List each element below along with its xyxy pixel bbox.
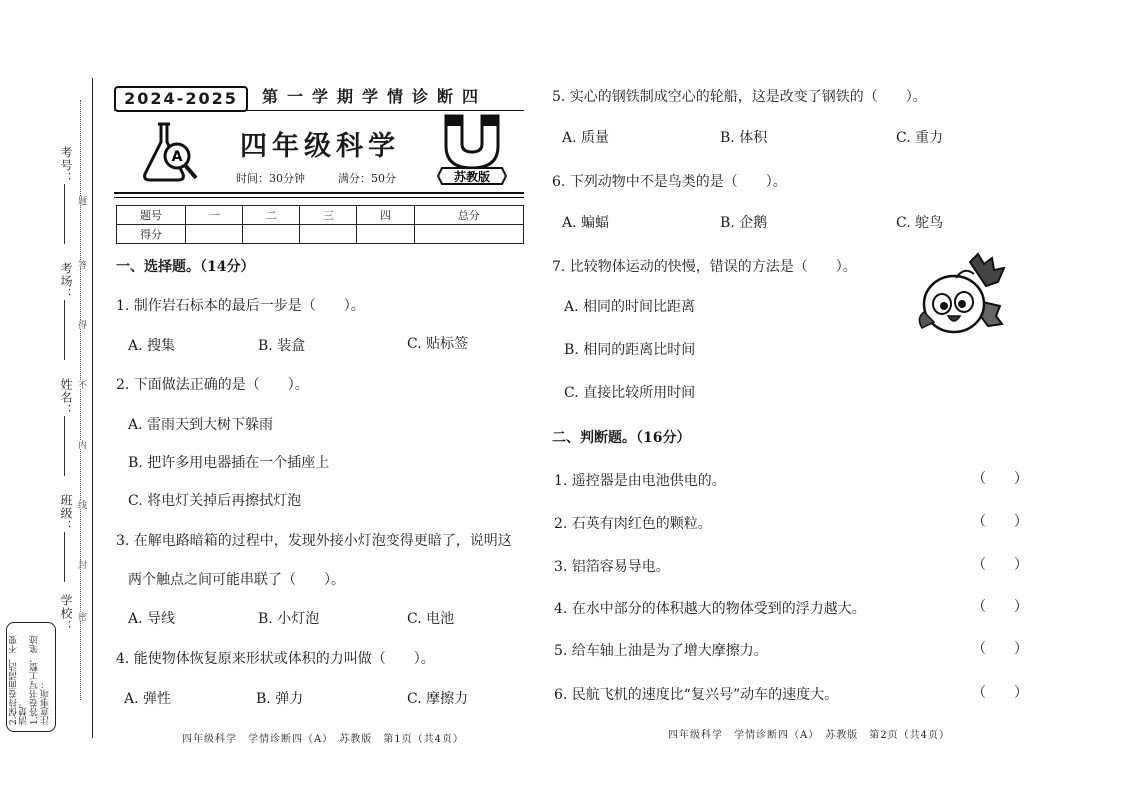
judge-item: 1. 遥控器是由电池供电的。: [554, 473, 726, 489]
room-label: 考场：: [59, 262, 73, 301]
class-blank[interactable]: [64, 532, 65, 582]
notes-box: [6, 622, 56, 732]
option-c[interactable]: C. 鸵鸟: [896, 215, 944, 231]
notes-line: 1.答卷书写工整、笔迹: [30, 635, 40, 725]
score-input-cell[interactable]: [300, 225, 357, 244]
score-cell: 二: [243, 206, 300, 225]
name-blank[interactable]: [64, 416, 65, 476]
judge-item: 4. 在水中部分的体积越大的物体受到的浮力越大。: [554, 601, 866, 617]
seal-word: 密: [76, 612, 86, 621]
option-c[interactable]: C. 重力: [896, 130, 944, 146]
term-title: 第一学期学情诊断四: [262, 87, 488, 106]
section1-title: 一、选择题。（14分）: [116, 259, 255, 275]
option-c[interactable]: C. 贴标签: [407, 336, 469, 352]
seal-word: 得: [76, 320, 86, 329]
seal-word: 题: [76, 196, 86, 205]
exam-no-label: 考号：: [59, 146, 73, 185]
judge-bracket[interactable]: （ ）: [972, 599, 1028, 615]
version-badge-text: 苏教版: [453, 170, 491, 184]
cartoon-bird-icon: [912, 252, 1008, 342]
score-cell: 三: [300, 206, 357, 225]
option-b[interactable]: B. 企鹅: [720, 215, 768, 231]
option-a[interactable]: A. 搜集: [128, 338, 176, 354]
notes-line: 2.保持卷面清洁，不要: [9, 635, 19, 725]
score-table-row: [117, 225, 524, 244]
header-rule: [114, 192, 524, 198]
option-c[interactable]: C. 将电灯关掉后再擦拭灯泡: [128, 493, 302, 509]
notes-line: 清楚。: [19, 698, 29, 725]
option-b[interactable]: B. 弹力: [256, 691, 304, 707]
judge-bracket[interactable]: （ ）: [972, 514, 1028, 530]
judge-bracket[interactable]: （ ）: [972, 557, 1028, 573]
score-input-cell[interactable]: [186, 225, 243, 244]
option-b[interactable]: B. 体积: [720, 130, 768, 146]
score-cell: 四: [357, 206, 414, 225]
exam-time: 时间：30分钟: [236, 172, 305, 185]
score-cell: 题号: [117, 206, 186, 225]
score-cell: 总分: [414, 206, 524, 225]
judge-bracket[interactable]: （ ）: [972, 641, 1028, 657]
score-table-row: [117, 206, 524, 225]
score-cell: 一: [186, 206, 243, 225]
option-c[interactable]: C. 摩擦力: [407, 691, 469, 707]
flask-logo-icon: [140, 120, 202, 184]
name-label: 姓名：: [59, 378, 73, 417]
seal-word: 内: [76, 440, 86, 449]
option-c[interactable]: C. 直接比较所用时间: [564, 385, 696, 401]
score-input-cell[interactable]: [357, 225, 414, 244]
seal-line: [80, 100, 81, 700]
room-blank[interactable]: [64, 300, 65, 360]
binding-line: [92, 78, 93, 738]
judge-item: 2. 石英有肉红色的颗粒。: [554, 516, 712, 532]
magnet-badge-icon: [432, 110, 512, 186]
school-label: 学校：: [59, 594, 73, 633]
seal-word: 线: [76, 500, 86, 509]
judge-item: 3. 铝箔容易导电。: [554, 559, 670, 575]
seal-word: 封: [76, 560, 86, 569]
score-input-cell[interactable]: [243, 225, 300, 244]
option-b[interactable]: B. 小灯泡: [258, 611, 320, 627]
option-b[interactable]: B. 把许多用电器插在一个插座上: [128, 455, 330, 471]
option-a[interactable]: A. 导线: [128, 611, 176, 627]
judge-bracket[interactable]: （ ）: [972, 685, 1028, 701]
option-a[interactable]: A. 蝙蝠: [562, 215, 610, 231]
year-box: 2024-2025: [114, 86, 248, 112]
option-b[interactable]: B. 相同的距离比时间: [564, 342, 696, 358]
score-input-cell[interactable]: [414, 225, 524, 244]
footer-right: 四年级科学 学情诊断四（A） 苏教版 第2页（共4页）: [668, 730, 950, 741]
logo-letter: A: [171, 149, 183, 165]
option-a[interactable]: A. 相同的时间比距离: [564, 299, 696, 315]
question-stem: 4. 能使物体恢复原来形状或体积的力叫做（ ）。: [116, 651, 435, 667]
question-stem: 2. 下面做法正确的是（ ）。: [116, 377, 309, 393]
class-label: 班级：: [59, 494, 73, 533]
judge-item: 5. 给车轴上油是为了增大摩擦力。: [554, 643, 768, 659]
judge-item: 6. 民航飞机的速度比“复兴号”动车的速度大。: [554, 687, 839, 703]
score-cell: 得分: [117, 225, 186, 244]
notes-title: 注意事项：: [41, 680, 51, 725]
full-score: 满分：50分: [338, 172, 396, 185]
score-table: [116, 205, 524, 244]
section2-title: 二、判断题。（16分）: [552, 430, 691, 446]
option-a[interactable]: A. 质量: [562, 130, 610, 146]
question-stem: 3. 在解电路暗箱的过程中，发现外接小灯泡变得更暗了，说明这: [116, 533, 512, 549]
page-title: 四年级科学: [240, 131, 400, 162]
footer-left: 四年级科学 学情诊断四（A） 苏教版 第1页（共4页）: [182, 734, 464, 745]
option-b[interactable]: B. 装盒: [258, 338, 306, 354]
question-stem: 6. 下列动物中不是鸟类的是（ ）。: [552, 174, 787, 190]
seal-word: 不: [76, 380, 86, 389]
option-a[interactable]: A. 弹性: [124, 691, 172, 707]
judge-bracket[interactable]: （ ）: [972, 471, 1028, 487]
question-stem-cont: 两个触点之间可能串联了（ ）。: [128, 572, 345, 588]
seal-word: 答: [76, 260, 86, 269]
exam-no-blank[interactable]: [64, 184, 65, 244]
question-stem: 7. 比较物体运动的快慢，错误的方法是（ ）。: [552, 259, 857, 275]
option-c[interactable]: C. 电池: [407, 611, 455, 627]
option-a[interactable]: A. 雷雨天到大树下躲雨: [128, 417, 274, 433]
question-stem: 5. 实心的钢铁制成空心的轮船，这是改变了钢铁的（ ）。: [552, 89, 927, 105]
question-stem: 1. 制作岩石标本的最后一步是（ ）。: [116, 298, 365, 314]
